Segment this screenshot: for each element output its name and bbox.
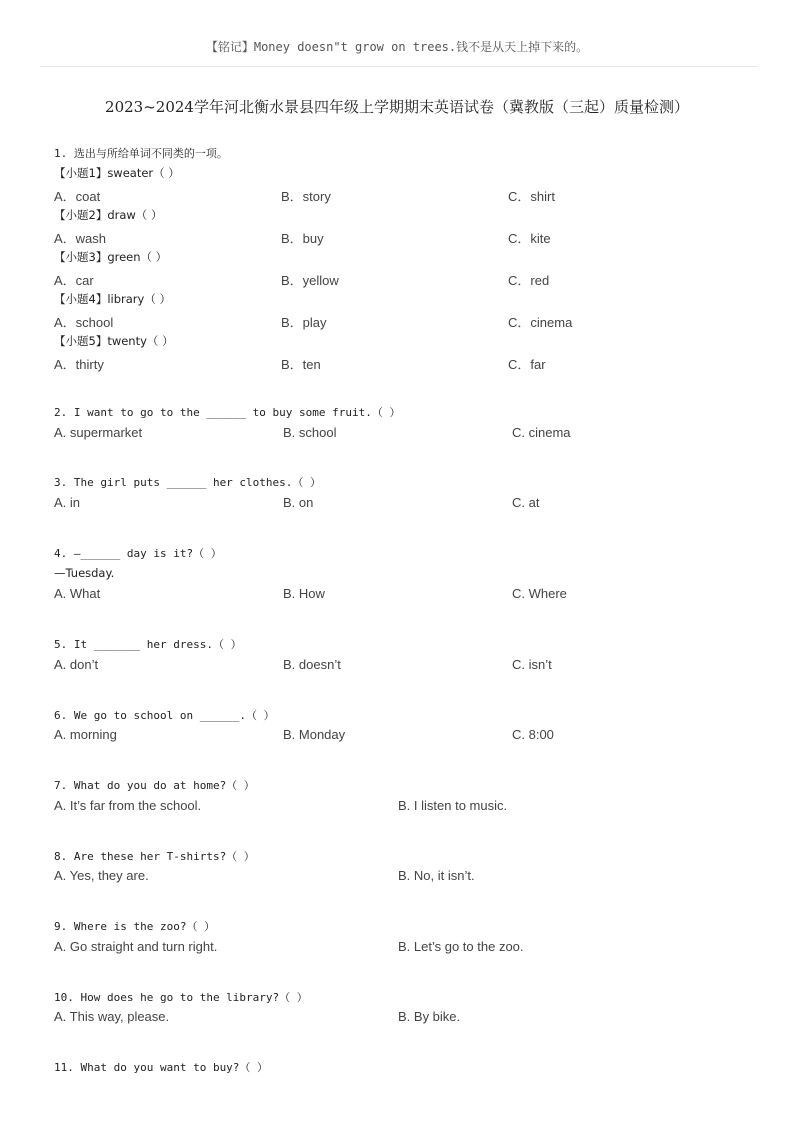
q1-sub4-option-a[interactable]: A．school (54, 315, 114, 330)
q7-option-b[interactable]: B. I listen to music. (398, 798, 508, 813)
q6-option-c[interactable]: C. 8:00 (512, 727, 554, 742)
q1-sub5-option-b[interactable]: B．ten (281, 357, 321, 372)
q3-stem: 3. The girl puts ______ her clothes.（ ） (54, 476, 322, 489)
q1-sub3-option-c[interactable]: C．red (508, 273, 550, 288)
q4-answer-line: —Tuesday. (54, 566, 115, 580)
q6-option-a[interactable]: A. morning (54, 727, 117, 742)
q7-option-a[interactable]: A. It’s far from the school. (54, 798, 202, 813)
q9-option-a[interactable]: A. Go straight and turn right. (54, 939, 218, 954)
q9-option-b[interactable]: B. Let’s go to the zoo. (398, 939, 524, 954)
q2-option-b[interactable]: B. school (283, 425, 337, 440)
q10-option-b[interactable]: B. By bike. (398, 1009, 461, 1024)
q9-stem: 9. Where is the zoo?（ ） (54, 920, 216, 933)
q5-option-c[interactable]: C. isn’t (512, 657, 552, 672)
q1-sub1-option-c[interactable]: C．shirt (508, 189, 555, 204)
q5-option-b[interactable]: B. doesn’t (283, 657, 341, 672)
q5-stem: 5. It _______ her dress.（ ） (54, 638, 242, 651)
page-header-motto: 【铭记】Money doesn"t grow on trees.钱不是从天上掉下来的。 (205, 40, 589, 54)
q6-stem: 6. We go to school on ______.（ ） (54, 709, 275, 722)
q7-stem: 7. What do you do at home?（ ） (54, 779, 255, 792)
q1-sub2-option-a[interactable]: A．wash (54, 231, 107, 246)
q8-option-a[interactable]: A. Yes, they are. (54, 868, 149, 883)
q1-sub3-option-b[interactable]: B．yellow (281, 273, 339, 288)
q1-sub1-option-a[interactable]: A．coat (54, 189, 101, 204)
q1-sub3-option-a[interactable]: A．car (54, 273, 94, 288)
q8-option-b[interactable]: B. No, it isn’t. (398, 868, 475, 883)
q1-sub2-label: 【小题2】draw（ ） (54, 208, 163, 222)
q1-sub5-option-c[interactable]: C．far (508, 357, 546, 372)
q4-stem: 4. —______ day is it?（ ） (54, 547, 222, 560)
q11-stem: 11. What do you want to buy?（ ） (54, 1061, 269, 1074)
q2-option-c[interactable]: C. cinema (512, 425, 571, 440)
q4-option-b[interactable]: B. How (283, 586, 325, 601)
header-divider (40, 66, 758, 67)
q1-sub2-option-c[interactable]: C．kite (508, 231, 551, 246)
q1-sub1-label: 【小题1】sweater（ ） (54, 166, 180, 180)
q3-option-b[interactable]: B. on (283, 495, 314, 510)
q1-sub2-option-b[interactable]: B．buy (281, 231, 324, 246)
q1-sub3-label: 【小题3】green（ ） (54, 250, 168, 264)
q3-option-c[interactable]: C. at (512, 495, 540, 510)
q1-stem: 1. 选出与所给单词不同类的一项。 (54, 147, 228, 160)
q4-option-c[interactable]: C. Where (512, 586, 567, 601)
exam-title: 2023~2024学年河北衡水景县四年级上学期期末英语试卷（冀教版（三起）质量检测） (105, 98, 689, 116)
q1-sub1-option-b[interactable]: B．story (281, 189, 331, 204)
q4-option-a[interactable]: A. What (54, 586, 101, 601)
q2-stem: 2. I want to go to the ______ to buy some fruit.（ ） (54, 406, 401, 419)
q1-sub4-option-c[interactable]: C．cinema (508, 315, 573, 330)
q10-stem: 10. How does he go to the library?（ ） (54, 991, 308, 1004)
q3-option-a[interactable]: A. in (54, 495, 81, 510)
q1-sub4-option-b[interactable]: B．play (281, 315, 327, 330)
q1-sub4-label: 【小题4】library（ ） (54, 292, 171, 306)
q6-option-b[interactable]: B. Monday (283, 727, 346, 742)
q2-option-a[interactable]: A. supermarket (54, 425, 143, 440)
q10-option-a[interactable]: A. This way, please. (54, 1009, 170, 1024)
q1-sub5-label: 【小题5】twenty（ ） (54, 334, 174, 348)
q8-stem: 8. Are these her T-shirts?（ ） (54, 850, 255, 863)
q1-sub5-option-a[interactable]: A．thirty (54, 357, 104, 372)
q5-option-a[interactable]: A. don’t (54, 657, 99, 672)
